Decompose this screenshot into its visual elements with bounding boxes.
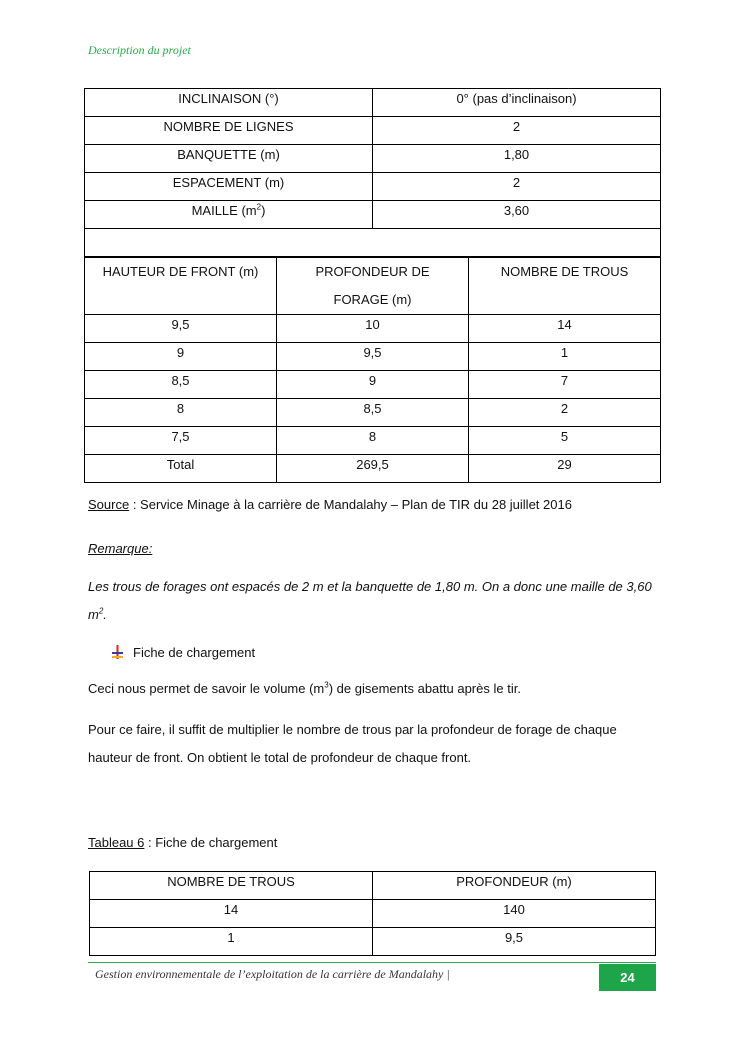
table-row [90, 928, 656, 956]
table-row [85, 145, 661, 173]
source-label: Source [88, 497, 130, 512]
para1-text: Ceci nous permet de savoir le volume (m [88, 681, 325, 696]
remarque-body: Les trous de forages ont espacés de 2 m et la banquette de 1,80 m. On a donc une maille de 3,60 m [88, 579, 652, 622]
table-row-blank [85, 229, 661, 257]
superscript: 3 [324, 680, 329, 690]
table-cell: 1,80 [373, 145, 661, 173]
table-cell: 5 [469, 427, 661, 455]
table-row-total [85, 455, 661, 483]
table-cell: 9,5 [373, 928, 656, 956]
caption-text: : Fiche de chargement [144, 835, 278, 850]
table-cell-blank [85, 229, 661, 257]
page-number: 24 [599, 964, 656, 991]
parameters-table [84, 88, 661, 257]
table-header-row [90, 872, 656, 900]
superscript: 2 [256, 202, 262, 212]
remarque-heading [88, 535, 656, 563]
caption-label: Tableau 6 [88, 835, 145, 850]
column-header: PROFONDEUR DE FORAGE (m) [277, 258, 469, 315]
remarque-label: Remarque: [88, 541, 153, 556]
table-header-row [85, 258, 661, 315]
running-footer: Gestion environnementale de l’exploitation de la carrière de Mandalahy | [95, 967, 450, 981]
remarque-end: . [103, 607, 107, 622]
source-text: : Service Minage à la carrière de Mandalahy – Plan de TIR du 28 juillet 2016 [129, 497, 572, 512]
remarque-text [88, 573, 656, 629]
footer-divider [88, 962, 656, 963]
table-cell: 7,5 [85, 427, 277, 455]
table-cell: 2 [373, 173, 661, 201]
maille-label: MAILLE (m [191, 203, 257, 218]
table-cell: 14 [469, 315, 661, 343]
table-row [85, 173, 661, 201]
table-cell: 8,5 [85, 371, 277, 399]
table-row [85, 201, 661, 229]
table-cell: 9 [85, 343, 277, 371]
drilling-table [84, 257, 661, 483]
table-cell: 8,5 [277, 399, 469, 427]
table-cell: 9,5 [85, 315, 277, 343]
table-row [85, 343, 661, 371]
table-cell: NOMBRE DE LIGNES [85, 117, 373, 145]
table-cell: 140 [373, 900, 656, 928]
table-cell: INCLINAISON (°) [85, 89, 373, 117]
table-row [85, 399, 661, 427]
column-header: NOMBRE DE TROUS [469, 258, 661, 315]
table-cell: 2 [373, 117, 661, 145]
table-cell: 9,5 [277, 343, 469, 371]
table-row [85, 315, 661, 343]
table-cell: 9 [277, 371, 469, 399]
table-caption [88, 829, 656, 857]
table-cell: 10 [277, 315, 469, 343]
table-row [85, 427, 661, 455]
maille-label-end: ) [261, 203, 266, 218]
paragraph [88, 675, 656, 703]
table-cell: Total [85, 455, 277, 483]
table-cell: BANQUETTE (m) [85, 145, 373, 173]
table-cell: 7 [469, 371, 661, 399]
table-cell: 2 [469, 399, 661, 427]
paragraph: Pour ce faire, il suffit de multiplier le nombre de trous par la profondeur de forage de chaque hauteur de front. On obtient le total de profondeur de chaque front. [88, 722, 617, 765]
para1-end: ) de gisements abattu après le tir. [328, 681, 521, 696]
table-cell: 1 [469, 343, 661, 371]
column-header: PROFONDEUR (m) [373, 872, 656, 900]
running-header: Description du projet [88, 43, 191, 57]
table-cell: 29 [469, 455, 661, 483]
table-row [85, 117, 661, 145]
column-header: NOMBRE DE TROUS [90, 872, 373, 900]
column-header: HAUTEUR DE FRONT (m) [85, 258, 277, 315]
superscript: 2 [98, 606, 104, 616]
bullet-icon [112, 645, 123, 659]
table-cell: 14 [90, 900, 373, 928]
table-cell: 1 [90, 928, 373, 956]
table-cell: 0° (pas d’inclinaison) [373, 89, 661, 117]
table-row [85, 371, 661, 399]
source-line [88, 491, 656, 519]
table-cell: 269,5 [277, 455, 469, 483]
table-row [90, 900, 656, 928]
table-cell [85, 201, 373, 229]
table-cell: 3,60 [373, 201, 661, 229]
bullet-text: Fiche de chargement [133, 645, 256, 660]
table-cell: ESPACEMENT (m) [85, 173, 373, 201]
charge-table [89, 871, 656, 956]
table-cell: 8 [277, 427, 469, 455]
table-cell: 8 [85, 399, 277, 427]
table-row [85, 89, 661, 117]
